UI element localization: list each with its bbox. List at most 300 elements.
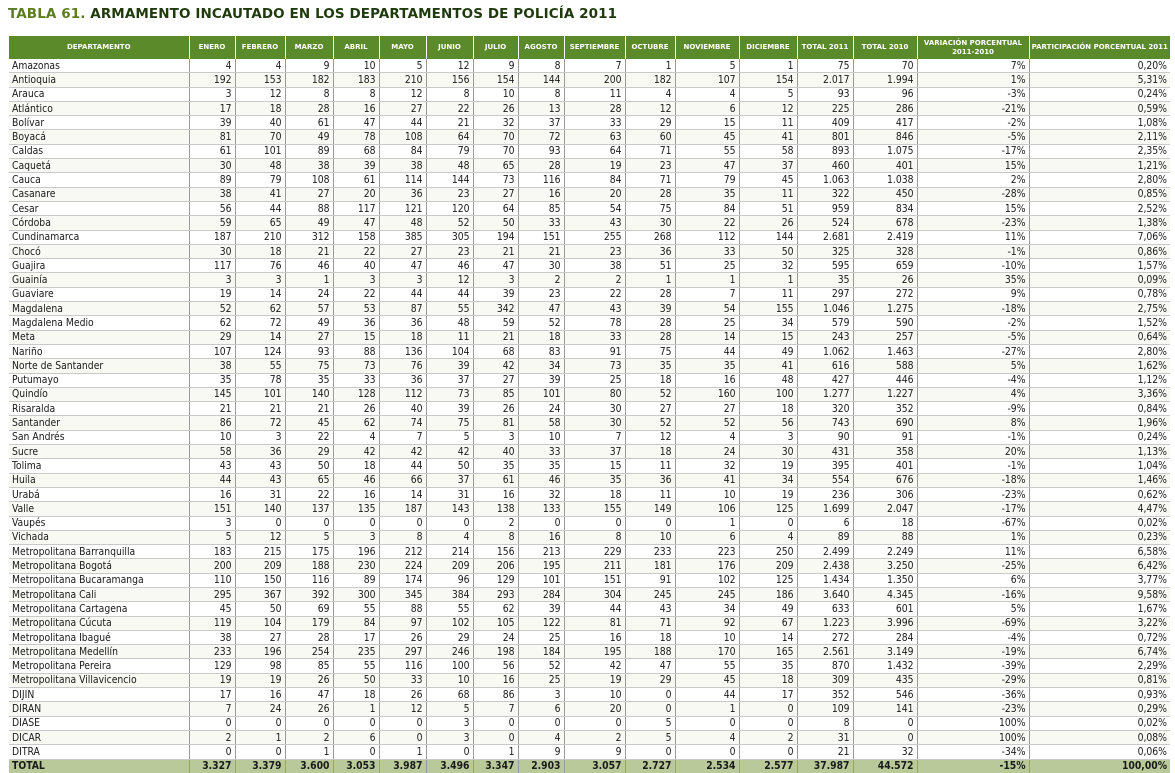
value-cell: 4	[625, 87, 675, 101]
value-cell: 210	[235, 230, 285, 244]
value-cell: 2.499	[797, 545, 853, 559]
value-cell: 20	[564, 702, 625, 716]
value-cell: 84	[675, 201, 739, 215]
value-cell: 284	[853, 630, 917, 644]
table-row	[9, 130, 1170, 144]
value-cell: 76	[379, 359, 426, 373]
value-cell: 110	[189, 573, 235, 587]
value-cell: -4%	[917, 630, 1029, 644]
department-cell: Vaupés	[9, 516, 189, 530]
value-cell: 75	[797, 59, 853, 73]
value-cell: 14	[739, 630, 797, 644]
value-cell: 41	[675, 473, 739, 487]
value-cell: 54	[564, 201, 625, 215]
column-header: SEPTIEMBRE	[564, 36, 625, 59]
value-cell: 13	[518, 101, 564, 115]
value-cell: 15	[333, 330, 379, 344]
value-cell: 272	[853, 287, 917, 301]
department-cell: Cauca	[9, 173, 189, 187]
value-cell: 31	[426, 487, 473, 501]
value-cell: 229	[564, 545, 625, 559]
value-cell: 39	[625, 302, 675, 316]
value-cell: 45	[675, 673, 739, 687]
value-cell: 44	[379, 459, 426, 473]
value-cell: 4.345	[853, 587, 917, 601]
value-cell: 25	[675, 259, 739, 273]
value-cell: 2,11%	[1029, 130, 1170, 144]
value-cell: 89	[797, 530, 853, 544]
value-cell: 3,22%	[1029, 616, 1170, 630]
value-cell: 86	[473, 688, 518, 702]
value-cell: 250	[739, 545, 797, 559]
value-cell: 4%	[917, 387, 1029, 401]
value-cell: 44	[379, 116, 426, 130]
value-cell: 0,59%	[1029, 101, 1170, 115]
value-cell: 209	[235, 559, 285, 573]
value-cell: 22	[285, 487, 333, 501]
table-row	[9, 402, 1170, 416]
value-cell: 0,08%	[1029, 730, 1170, 744]
value-cell: 21	[518, 244, 564, 258]
value-cell: 1	[625, 273, 675, 287]
value-cell: 5	[189, 530, 235, 544]
value-cell: 47	[333, 116, 379, 130]
value-cell: 49	[285, 316, 333, 330]
value-cell: 14	[675, 330, 739, 344]
value-cell: 3.640	[797, 587, 853, 601]
value-cell: 105	[473, 616, 518, 630]
value-cell: 0	[853, 716, 917, 730]
value-cell: 55	[333, 602, 379, 616]
table-row	[9, 702, 1170, 716]
value-cell: 38	[189, 630, 235, 644]
value-cell: 579	[797, 316, 853, 330]
value-cell: 3	[426, 716, 473, 730]
value-cell: 112	[675, 230, 739, 244]
value-cell: 210	[379, 73, 426, 87]
value-cell: 8	[518, 87, 564, 101]
value-cell: 46	[285, 259, 333, 273]
value-cell: 30	[189, 244, 235, 258]
column-header: TOTAL 2010	[853, 36, 917, 59]
table-row	[9, 673, 1170, 687]
value-cell: 10	[473, 87, 518, 101]
value-cell: 35	[564, 473, 625, 487]
value-cell: 47	[473, 259, 518, 273]
value-cell: 125	[739, 502, 797, 516]
value-cell: 33	[518, 445, 564, 459]
value-cell: 11	[625, 487, 675, 501]
value-cell: 62	[333, 416, 379, 430]
value-cell: 19	[235, 673, 285, 687]
value-cell: 37	[564, 445, 625, 459]
value-cell: 29	[625, 673, 675, 687]
value-cell: 1	[285, 273, 333, 287]
value-cell: 16	[564, 630, 625, 644]
value-cell: -23%	[917, 487, 1029, 501]
value-cell: 19	[739, 487, 797, 501]
value-cell: 28	[285, 630, 333, 644]
value-cell: 41	[235, 187, 285, 201]
value-cell: 42	[379, 445, 426, 459]
total-row	[9, 759, 1170, 773]
value-cell: 30	[189, 159, 235, 173]
table-row	[9, 373, 1170, 387]
department-cell: Metropolitana Cartagena	[9, 602, 189, 616]
value-cell: 21	[285, 402, 333, 416]
value-cell: 15%	[917, 201, 1029, 215]
value-cell: 5	[625, 730, 675, 744]
value-cell: 36	[625, 244, 675, 258]
value-cell: 17	[189, 101, 235, 115]
value-cell: 18	[379, 330, 426, 344]
value-cell: 195	[564, 645, 625, 659]
value-cell: 6	[675, 101, 739, 115]
value-cell: 1	[675, 273, 739, 287]
value-cell: 16	[473, 487, 518, 501]
value-cell: 38	[564, 259, 625, 273]
table-row	[9, 330, 1170, 344]
value-cell: 61	[189, 144, 235, 158]
value-cell: 71	[625, 616, 675, 630]
value-cell: -25%	[917, 559, 1029, 573]
value-cell: 43	[564, 302, 625, 316]
value-cell: 84	[333, 616, 379, 630]
value-cell: 7	[473, 702, 518, 716]
table-row	[9, 616, 1170, 630]
table-row	[9, 416, 1170, 430]
table-row	[9, 101, 1170, 115]
value-cell: 20%	[917, 445, 1029, 459]
value-cell: 65	[285, 473, 333, 487]
value-cell: 45	[189, 602, 235, 616]
value-cell: 893	[797, 144, 853, 158]
value-cell: 48	[379, 216, 426, 230]
value-cell: 47	[379, 259, 426, 273]
value-cell: 11%	[917, 545, 1029, 559]
table-row	[9, 745, 1170, 759]
value-cell: 0	[426, 516, 473, 530]
value-cell: 297	[379, 645, 426, 659]
value-cell: 0,20%	[1029, 59, 1170, 73]
value-cell: 1	[473, 745, 518, 759]
department-cell: Vichada	[9, 530, 189, 544]
value-cell: 0,02%	[1029, 716, 1170, 730]
value-cell: 0,86%	[1029, 244, 1170, 258]
table-row	[9, 287, 1170, 301]
value-cell: 39	[426, 359, 473, 373]
table-row	[9, 216, 1170, 230]
value-cell: 63	[564, 130, 625, 144]
value-cell: -19%	[917, 645, 1029, 659]
total-value: 3.496	[426, 759, 473, 773]
value-cell: 384	[426, 587, 473, 601]
value-cell: 33	[564, 116, 625, 130]
value-cell: 12	[379, 702, 426, 716]
value-cell: 5	[675, 59, 739, 73]
value-cell: 37	[739, 159, 797, 173]
value-cell: 125	[739, 573, 797, 587]
value-cell: 1,96%	[1029, 416, 1170, 430]
column-header: OCTUBRE	[625, 36, 675, 59]
value-cell: 9	[518, 745, 564, 759]
value-cell: 2.419	[853, 230, 917, 244]
value-cell: 78	[235, 373, 285, 387]
value-cell: 352	[797, 688, 853, 702]
value-cell: 257	[853, 330, 917, 344]
column-header: AGOSTO	[518, 36, 564, 59]
department-cell: DICAR	[9, 730, 189, 744]
value-cell: 401	[853, 159, 917, 173]
value-cell: -4%	[917, 373, 1029, 387]
value-cell: 1,08%	[1029, 116, 1170, 130]
value-cell: 91	[564, 344, 625, 358]
value-cell: 87	[379, 302, 426, 316]
value-cell: 1	[235, 730, 285, 744]
value-cell: 50	[333, 673, 379, 687]
value-cell: 268	[625, 230, 675, 244]
value-cell: 194	[473, 230, 518, 244]
value-cell: 18	[518, 330, 564, 344]
value-cell: 3.996	[853, 616, 917, 630]
value-cell: 16	[189, 487, 235, 501]
value-cell: 102	[426, 616, 473, 630]
value-cell: 306	[853, 487, 917, 501]
value-cell: 0	[235, 745, 285, 759]
total-value: 37.987	[797, 759, 853, 773]
value-cell: 0,62%	[1029, 487, 1170, 501]
value-cell: 23	[564, 244, 625, 258]
value-cell: 15	[739, 330, 797, 344]
value-cell: 68	[473, 344, 518, 358]
value-cell: 320	[797, 402, 853, 416]
value-cell: 601	[853, 602, 917, 616]
value-cell: 23	[625, 159, 675, 173]
value-cell: 27	[473, 373, 518, 387]
value-cell: 1	[379, 745, 426, 759]
value-cell: 49	[285, 216, 333, 230]
value-cell: 183	[189, 545, 235, 559]
value-cell: 174	[379, 573, 426, 587]
value-cell: 1%	[917, 73, 1029, 87]
total-value: 3.057	[564, 759, 625, 773]
value-cell: 30	[739, 445, 797, 459]
value-cell: 5	[625, 716, 675, 730]
table-row	[9, 530, 1170, 544]
value-cell: 3	[426, 730, 473, 744]
value-cell: 97	[379, 616, 426, 630]
value-cell: 4	[426, 530, 473, 544]
value-cell: 78	[333, 130, 379, 144]
value-cell: 33	[518, 216, 564, 230]
total-value: 2.903	[518, 759, 564, 773]
value-cell: 107	[675, 73, 739, 87]
value-cell: 51	[625, 259, 675, 273]
value-cell: 129	[189, 659, 235, 673]
value-cell: 0,02%	[1029, 516, 1170, 530]
value-cell: -39%	[917, 659, 1029, 673]
value-cell: 44	[235, 201, 285, 215]
value-cell: 29	[189, 330, 235, 344]
value-cell: 1	[625, 59, 675, 73]
value-cell: 26	[285, 673, 333, 687]
total-value: 100,00%	[1029, 759, 1170, 773]
value-cell: 26	[739, 216, 797, 230]
value-cell: 28	[285, 101, 333, 115]
value-cell: 56	[739, 416, 797, 430]
department-cell: Casanare	[9, 187, 189, 201]
value-cell: 28	[564, 101, 625, 115]
value-cell: 6	[333, 730, 379, 744]
value-cell: 122	[518, 616, 564, 630]
value-cell: 44	[379, 287, 426, 301]
value-cell: 225	[797, 101, 853, 115]
value-cell: 18	[564, 487, 625, 501]
value-cell: 590	[853, 316, 917, 330]
value-cell: 21	[473, 244, 518, 258]
value-cell: 3	[379, 273, 426, 287]
value-cell: 50	[739, 244, 797, 258]
value-cell: 3	[739, 430, 797, 444]
value-cell: 554	[797, 473, 853, 487]
department-cell: Cesar	[9, 201, 189, 215]
value-cell: 56	[189, 201, 235, 215]
value-cell: 2.249	[853, 545, 917, 559]
value-cell: 3.149	[853, 645, 917, 659]
column-header: JULIO	[473, 36, 518, 59]
value-cell: 48	[426, 316, 473, 330]
value-cell: 24	[675, 445, 739, 459]
value-cell: 151	[564, 573, 625, 587]
value-cell: 743	[797, 416, 853, 430]
value-cell: 143	[426, 502, 473, 516]
value-cell: 43	[189, 459, 235, 473]
value-cell: 22	[333, 287, 379, 301]
value-cell: 2	[285, 730, 333, 744]
value-cell: -9%	[917, 402, 1029, 416]
value-cell: 30	[564, 402, 625, 416]
value-cell: 230	[333, 559, 379, 573]
value-cell: 1	[675, 702, 739, 716]
value-cell: 0	[235, 516, 285, 530]
value-cell: 37	[426, 373, 473, 387]
table-row	[9, 545, 1170, 559]
value-cell: 28	[625, 187, 675, 201]
value-cell: -1%	[917, 430, 1029, 444]
value-cell: 10	[675, 487, 739, 501]
value-cell: 286	[853, 101, 917, 115]
value-cell: 0,64%	[1029, 330, 1170, 344]
value-cell: 35	[675, 187, 739, 201]
value-cell: 76	[235, 259, 285, 273]
value-cell: 409	[797, 116, 853, 130]
department-cell: Boyacá	[9, 130, 189, 144]
value-cell: 186	[739, 587, 797, 601]
value-cell: 135	[333, 502, 379, 516]
department-cell: Cundinamarca	[9, 230, 189, 244]
department-cell: Amazonas	[9, 59, 189, 73]
table-row	[9, 716, 1170, 730]
value-cell: 26	[379, 630, 426, 644]
value-cell: 395	[797, 459, 853, 473]
value-cell: 69	[285, 602, 333, 616]
table-row	[9, 487, 1170, 501]
value-cell: 801	[797, 130, 853, 144]
department-cell: Magdalena	[9, 302, 189, 316]
value-cell: 8	[379, 530, 426, 544]
value-cell: 51	[739, 201, 797, 215]
value-cell: 84	[379, 144, 426, 158]
value-cell: 1.063	[797, 173, 853, 187]
value-cell: 100	[739, 387, 797, 401]
value-cell: 1	[675, 516, 739, 530]
value-cell: 21	[797, 745, 853, 759]
value-cell: 156	[473, 545, 518, 559]
value-cell: 2%	[917, 173, 1029, 187]
value-cell: 9	[564, 745, 625, 759]
value-cell: 0	[739, 516, 797, 530]
value-cell: 72	[518, 130, 564, 144]
value-cell: 91	[853, 430, 917, 444]
value-cell: 108	[285, 173, 333, 187]
value-cell: 12	[426, 59, 473, 73]
value-cell: 633	[797, 602, 853, 616]
value-cell: 23	[426, 187, 473, 201]
value-cell: 98	[235, 659, 285, 673]
value-cell: 35	[518, 459, 564, 473]
value-cell: 1.699	[797, 502, 853, 516]
value-cell: 108	[379, 130, 426, 144]
value-cell: 101	[235, 387, 285, 401]
value-cell: 431	[797, 445, 853, 459]
value-cell: 0	[625, 688, 675, 702]
value-cell: 19	[564, 673, 625, 687]
value-cell: 0	[285, 716, 333, 730]
value-cell: 100%	[917, 730, 1029, 744]
value-cell: 47	[285, 688, 333, 702]
value-cell: 35	[675, 359, 739, 373]
value-cell: 100%	[917, 716, 1029, 730]
value-cell: 300	[333, 587, 379, 601]
value-cell: 71	[625, 173, 675, 187]
value-cell: 401	[853, 459, 917, 473]
value-cell: 33	[333, 373, 379, 387]
department-cell: Caquetá	[9, 159, 189, 173]
table-row	[9, 116, 1170, 130]
value-cell: 0	[235, 716, 285, 730]
value-cell: 8	[473, 530, 518, 544]
value-cell: 106	[675, 502, 739, 516]
value-cell: 2,80%	[1029, 173, 1170, 187]
weapons-seized-table	[9, 36, 1170, 773]
value-cell: 11	[625, 459, 675, 473]
value-cell: 137	[285, 502, 333, 516]
value-cell: 546	[853, 688, 917, 702]
value-cell: 305	[426, 230, 473, 244]
value-cell: 42	[426, 445, 473, 459]
value-cell: -27%	[917, 344, 1029, 358]
value-cell: 1,04%	[1029, 459, 1170, 473]
value-cell: 1,67%	[1029, 602, 1170, 616]
table-row	[9, 59, 1170, 73]
value-cell: 65	[235, 216, 285, 230]
value-cell: 11	[739, 187, 797, 201]
table-row	[9, 473, 1170, 487]
value-cell: -10%	[917, 259, 1029, 273]
value-cell: 676	[853, 473, 917, 487]
value-cell: 10	[333, 59, 379, 73]
value-cell: 309	[797, 673, 853, 687]
